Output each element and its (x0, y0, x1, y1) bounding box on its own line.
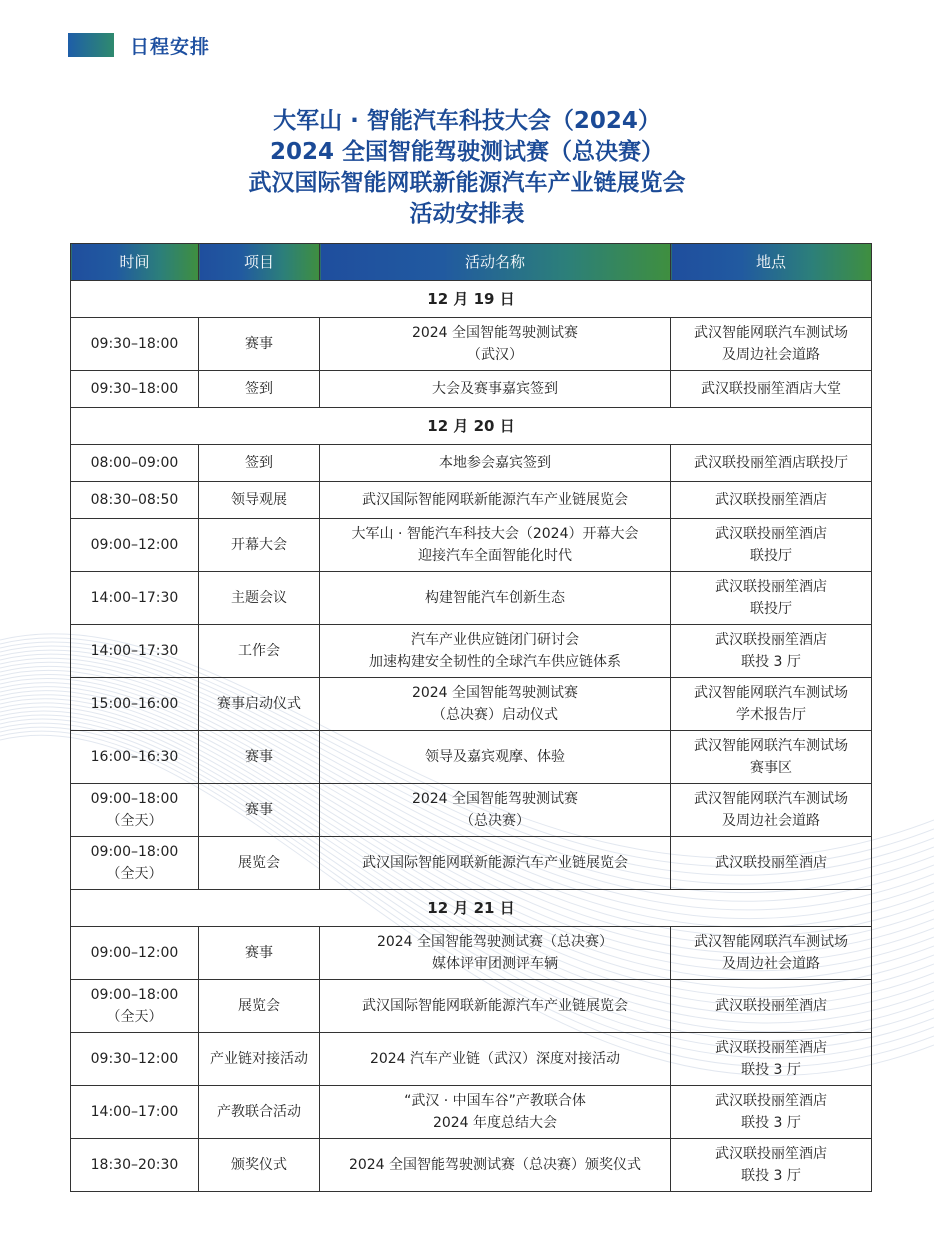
cell-location: 武汉联投丽笙酒店联投厅 (671, 445, 872, 482)
cell-activity: 汽车产业供应链闭门研讨会 加速构建安全韧性的全球汽车供应链体系 (320, 625, 671, 678)
cell-item: 工作会 (199, 625, 320, 678)
cell-item: 赛事 (199, 927, 320, 980)
cell-item: 开幕大会 (199, 519, 320, 572)
date-row (71, 281, 872, 318)
cell-time: 09:00–18:00 （全天） (71, 980, 199, 1033)
cell-activity: 领导及嘉宾观摩、体验 (320, 731, 671, 784)
date-row (71, 408, 872, 445)
cell-time: 18:30–20:30 (71, 1139, 199, 1192)
cell-item: 赛事 (199, 731, 320, 784)
cell-time: 08:30–08:50 (71, 482, 199, 519)
schedule-table-body (71, 281, 872, 1192)
cell-activity: 大会及赛事嘉宾签到 (320, 371, 671, 408)
cell-activity: 武汉国际智能网联新能源汽车产业链展览会 (320, 980, 671, 1033)
cell-location: 武汉智能网联汽车测试场 及周边社会道路 (671, 927, 872, 980)
cell-time: 09:00–12:00 (71, 927, 199, 980)
table-row (71, 1033, 872, 1086)
cell-activity: 2024 全国智能驾驶测试赛 （武汉） (320, 318, 671, 371)
cell-item: 赛事 (199, 318, 320, 371)
cell-time: 09:30–18:00 (71, 371, 199, 408)
cell-activity: 构建智能汽车创新生态 (320, 572, 671, 625)
table-row (71, 445, 872, 482)
cell-location: 武汉联投丽笙酒店 联投 3 厅 (671, 1086, 872, 1139)
cell-time: 14:00–17:00 (71, 1086, 199, 1139)
date-row (71, 890, 872, 927)
table-row (71, 1139, 872, 1192)
table-row (71, 318, 872, 371)
column-header-time: 时间 (71, 244, 199, 281)
cell-time: 14:00–17:30 (71, 625, 199, 678)
date-label: 12 月 20 日 (71, 408, 872, 445)
cell-activity: “武汉 · 中国车谷”产教联合体 2024 年度总结大会 (320, 1086, 671, 1139)
header-accent-bar (68, 33, 114, 57)
table-header-row (71, 244, 872, 281)
table-row (71, 980, 872, 1033)
column-header-item: 项目 (199, 244, 320, 281)
cell-activity: 2024 汽车产业链（武汉）深度对接活动 (320, 1033, 671, 1086)
cell-item: 签到 (199, 371, 320, 408)
table-row (71, 927, 872, 980)
cell-time: 16:00–16:30 (71, 731, 199, 784)
cell-item: 产教联合活动 (199, 1086, 320, 1139)
cell-location: 武汉联投丽笙酒店 联投 3 厅 (671, 625, 872, 678)
cell-time: 08:00–09:00 (71, 445, 199, 482)
cell-location: 武汉智能网联汽车测试场 及周边社会道路 (671, 784, 872, 837)
cell-location: 武汉智能网联汽车测试场 学术报告厅 (671, 678, 872, 731)
date-label: 12 月 19 日 (71, 281, 872, 318)
cell-item: 签到 (199, 445, 320, 482)
section-header-label: 日程安排 (130, 35, 211, 58)
column-header-location: 地点 (671, 244, 872, 281)
cell-item: 展览会 (199, 980, 320, 1033)
cell-activity: 2024 全国智能驾驶测试赛 （总决赛） (320, 784, 671, 837)
cell-item: 主题会议 (199, 572, 320, 625)
cell-location: 武汉联投丽笙酒店大堂 (671, 371, 872, 408)
cell-item: 产业链对接活动 (199, 1033, 320, 1086)
table-row (71, 482, 872, 519)
cell-activity: 2024 全国智能驾驶测试赛（总决赛）颁奖仪式 (320, 1139, 671, 1192)
title-line-1: 大军山 · 智能汽车科技大会（2024） (273, 108, 661, 134)
date-label: 12 月 21 日 (71, 890, 872, 927)
cell-item: 展览会 (199, 837, 320, 890)
cell-time: 15:00–16:00 (71, 678, 199, 731)
cell-time: 09:30–12:00 (71, 1033, 199, 1086)
table-row (71, 678, 872, 731)
section-header (68, 32, 210, 58)
cell-location: 武汉联投丽笙酒店 联投 3 厅 (671, 1139, 872, 1192)
cell-location: 武汉联投丽笙酒店 联投厅 (671, 519, 872, 572)
cell-location: 武汉联投丽笙酒店 (671, 837, 872, 890)
cell-location: 武汉智能网联汽车测试场 赛事区 (671, 731, 872, 784)
schedule-table (70, 243, 872, 1192)
cell-time: 09:00–18:00 （全天） (71, 837, 199, 890)
table-row (71, 837, 872, 890)
cell-item: 赛事 (199, 784, 320, 837)
cell-time: 14:00–17:30 (71, 572, 199, 625)
table-row (71, 519, 872, 572)
document-title-block (0, 106, 934, 230)
cell-item: 领导观展 (199, 482, 320, 519)
title-line-4: 活动安排表 (409, 201, 525, 227)
cell-time: 09:30–18:00 (71, 318, 199, 371)
table-row (71, 371, 872, 408)
cell-location: 武汉智能网联汽车测试场 及周边社会道路 (671, 318, 872, 371)
cell-time: 09:00–12:00 (71, 519, 199, 572)
column-header-activity: 活动名称 (320, 244, 671, 281)
title-line-2: 2024 全国智能驾驶测试赛（总决赛） (269, 139, 665, 165)
table-row (71, 1086, 872, 1139)
title-line-3: 武汉国际智能网联新能源汽车产业链展览会 (248, 170, 686, 196)
cell-time: 09:00–18:00 （全天） (71, 784, 199, 837)
table-row (71, 625, 872, 678)
cell-location: 武汉联投丽笙酒店 联投 3 厅 (671, 1033, 872, 1086)
cell-item: 颁奖仪式 (199, 1139, 320, 1192)
table-row (71, 572, 872, 625)
table-row (71, 731, 872, 784)
cell-activity: 2024 全国智能驾驶测试赛 （总决赛）启动仪式 (320, 678, 671, 731)
cell-item: 赛事启动仪式 (199, 678, 320, 731)
cell-location: 武汉联投丽笙酒店 (671, 482, 872, 519)
cell-location: 武汉联投丽笙酒店 联投厅 (671, 572, 872, 625)
cell-location: 武汉联投丽笙酒店 (671, 980, 872, 1033)
cell-activity: 武汉国际智能网联新能源汽车产业链展览会 (320, 482, 671, 519)
table-row (71, 784, 872, 837)
cell-activity: 武汉国际智能网联新能源汽车产业链展览会 (320, 837, 671, 890)
cell-activity: 2024 全国智能驾驶测试赛（总决赛） 媒体评审团测评车辆 (320, 927, 671, 980)
cell-activity: 大军山 · 智能汽车科技大会（2024）开幕大会 迎接汽车全面智能化时代 (320, 519, 671, 572)
cell-activity: 本地参会嘉宾签到 (320, 445, 671, 482)
